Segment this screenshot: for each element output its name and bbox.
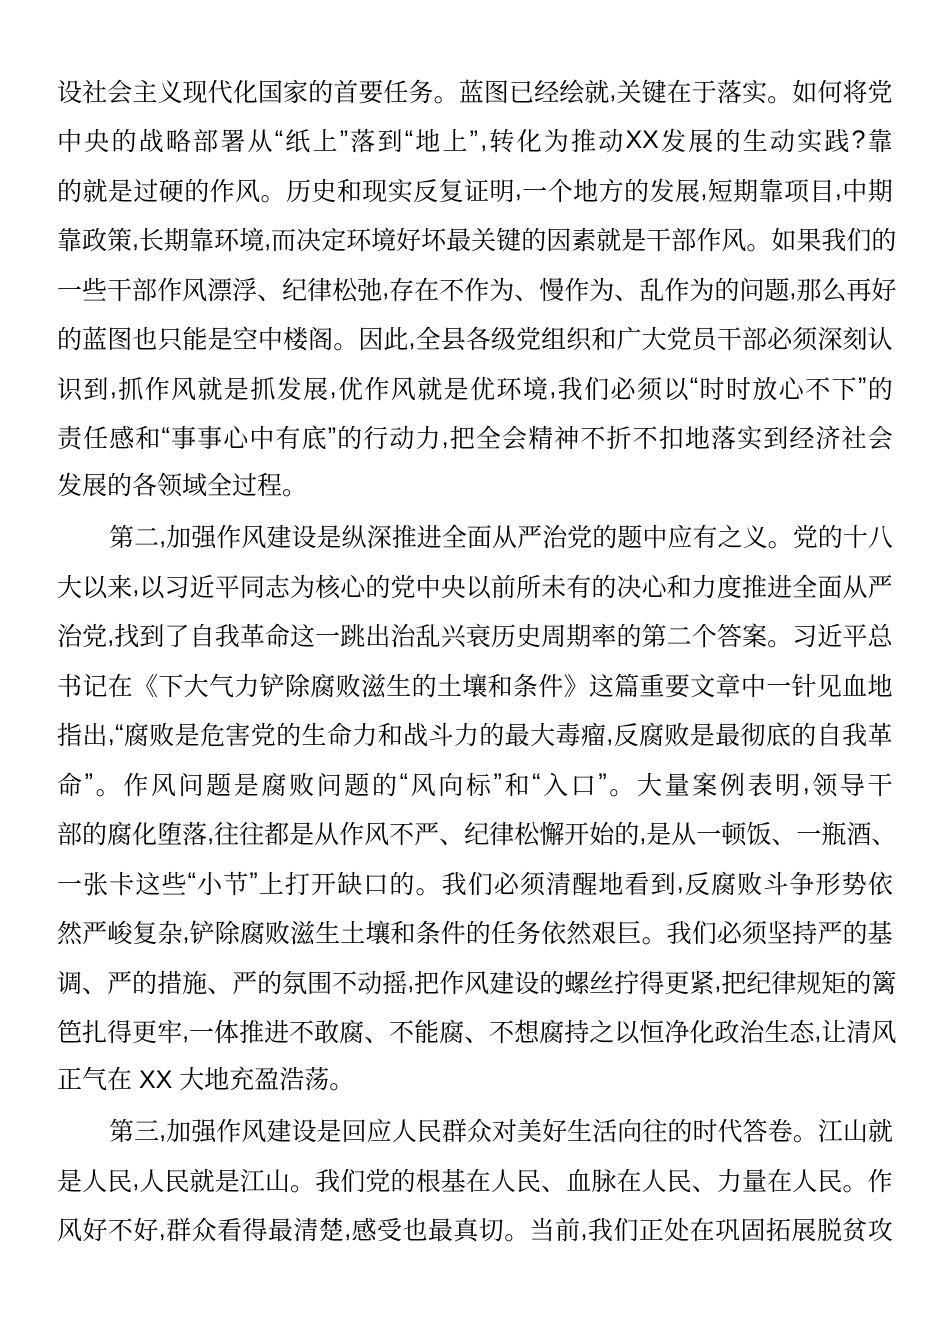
- text-line: 一 张 卡 这 些 “ 小 节 ” 上 打 开 缺 口 的 。 我 们 必 须 清 醒 地 看 到 , 反 腐 败 斗 争 形 势 依: [57, 868, 893, 899]
- text-line: 指 出 , “ 腐 败 是 危 害 党 的 生 命 力 和 战 斗 力 的 最 大 毒 瘤 , 反 腐 败 是 最 彻 底 的 自 我 革: [57, 719, 893, 751]
- text-line: 大 以 来 , 以 习 近 平 同 志 为 核 心 的 党 中 央 以 前 所 未 有 的 决 心 和 力 度 推 进 全 面 从 严: [57, 571, 893, 602]
- text-line: 书 记 在 《 下 大 气 力 铲 除 腐 败 滋 生 的 土 壤 和 条 件 》 这 篇 重 要 文 章 中 一 针 见 血 地: [57, 672, 893, 701]
- paragraph-3: [57, 1106, 893, 1255]
- paragraph-1: [57, 66, 897, 512]
- paragraph-2: [57, 512, 897, 1106]
- text-line: 设 社 会 主 义 现 代 化 国 家 的 首 要 任 务 。 蓝 图 已 经 绘 就 , 关 键 在 于 落 实 。 如 何 将 党: [57, 76, 893, 107]
- text-line: 靠 政 策 , 长 期 靠 环 境 , 而 决 定 环 境 好 坏 最 关 键 的 因 素 就 是 干 部 作 风 。 如 果 我 们 的: [57, 224, 897, 256]
- text-line: 是 人 民 , 人 民 就 是 江 山 。 我 们 党 的 根 基 在 人 民 、 血 脉 在 人 民 、 力 量 在 人 民 。 作: [57, 1165, 893, 1196]
- text-line: 然 严 峻 复 杂 , 铲 除 腐 败 滋 生 土 壤 和 条 件 的 任 务 依 然 艰 巨 。 我 们 必 须 坚 持 严 的 基: [57, 917, 893, 949]
- text-line: 识 到 , 抓 作 风 就 是 抓 发 展 , 优 作 风 就 是 优 环 境 , 我 们 必 须 以 “ 时 时 放 心 不 下 ” 的: [57, 373, 893, 404]
- text-line: 治 党 , 找 到 了 自 我 革 命 这 一 跳 出 治 乱 兴 衰 历 史 周 期 率 的 第 二 个 答 案 。 习 近 平 总: [57, 620, 893, 652]
- text-line: 第 三 , 加 强 作 风 建 设 是 回 应 人 民 群 众 对 美 好 生 活 向 往 的 时 代 答 卷 。 江 山 就: [109, 1115, 893, 1147]
- text-line: 一 些 干 部 作 风 漂 浮 、 纪 律 松 弛 , 存 在 不 作 为 、 慢 作 为 、 乱 作 为 的 问 题 , 那 么 再 好: [57, 274, 897, 305]
- text-line: 第 二 , 加 强 作 风 建 设 是 纵 深 推 进 全 面 从 严 治 党 的 题 中 应 有 之 义 。 党 的 十 八: [109, 521, 893, 553]
- text-line: 命 ” 。 作 风 问 题 是 腐 败 问 题 的 “ 风 向 标 ” 和 “ 入 口 ” 。 大 量 案 例 表 明 , 领 导 干: [57, 769, 893, 800]
- document-content: [57, 66, 897, 1254]
- text-line: 中 央 的 战 略 部 署 从 “ 纸 上 ” 落 到 “ 地 上 ” , 转 化 为 推 动 XX 发 展 的 生 动 实 践 ? 靠: [57, 125, 893, 157]
- text-line: 发展的各领域全过程。: [57, 472, 308, 500]
- text-line: 调 、 严 的 措 施 、 严 的 氛 围 不 动 摇 , 把 作 风 建 设 的 螺 丝 拧 得 更 紧 , 把 纪 律 规 矩 的 篱: [57, 967, 897, 998]
- text-line: 部 的 腐 化 堕 落 , 往 往 都 是 从 作 风 不 严 、 纪 律 松 懈 开 始 的 , 是 从 一 顿 饭 、 一 瓶 酒 、: [57, 818, 897, 850]
- text-line: 笆 扎 得 更 牢 , 一 体 推 进 不 敢 腐 、 不 能 腐 、 不 想 腐 持 之 以 恒 净 化 政 治 生 态 , 让 清 风: [57, 1016, 897, 1048]
- text-line: 风 好 不 好 , 群 众 看 得 最 清 楚 , 感 受 也 最 真 切 。 当 前 , 我 们 正 处 在 巩 固 拓 展 脱 贫 攻: [57, 1214, 893, 1246]
- text-line: 正气在 XX 大地充盈浩荡。: [57, 1066, 355, 1094]
- text-line: 的 就 是 过 硬 的 作 风 。 历 史 和 现 实 反 复 证 明 , 一 个 地 方 的 发 展 , 短 期 靠 项 目 , 中 期: [57, 175, 893, 206]
- text-line: 责 任 感 和 “ 事 事 心 中 有 底 ” 的 行 动 力 , 把 全 会 精 神 不 折 不 扣 地 落 实 到 经 济 社 会: [57, 422, 893, 454]
- text-line: 的 蓝 图 也 只 能 是 空 中 楼 阁 。 因 此 , 全 县 各 级 党 组 织 和 广 大 党 员 干 部 必 须 深 刻 认: [57, 323, 893, 355]
